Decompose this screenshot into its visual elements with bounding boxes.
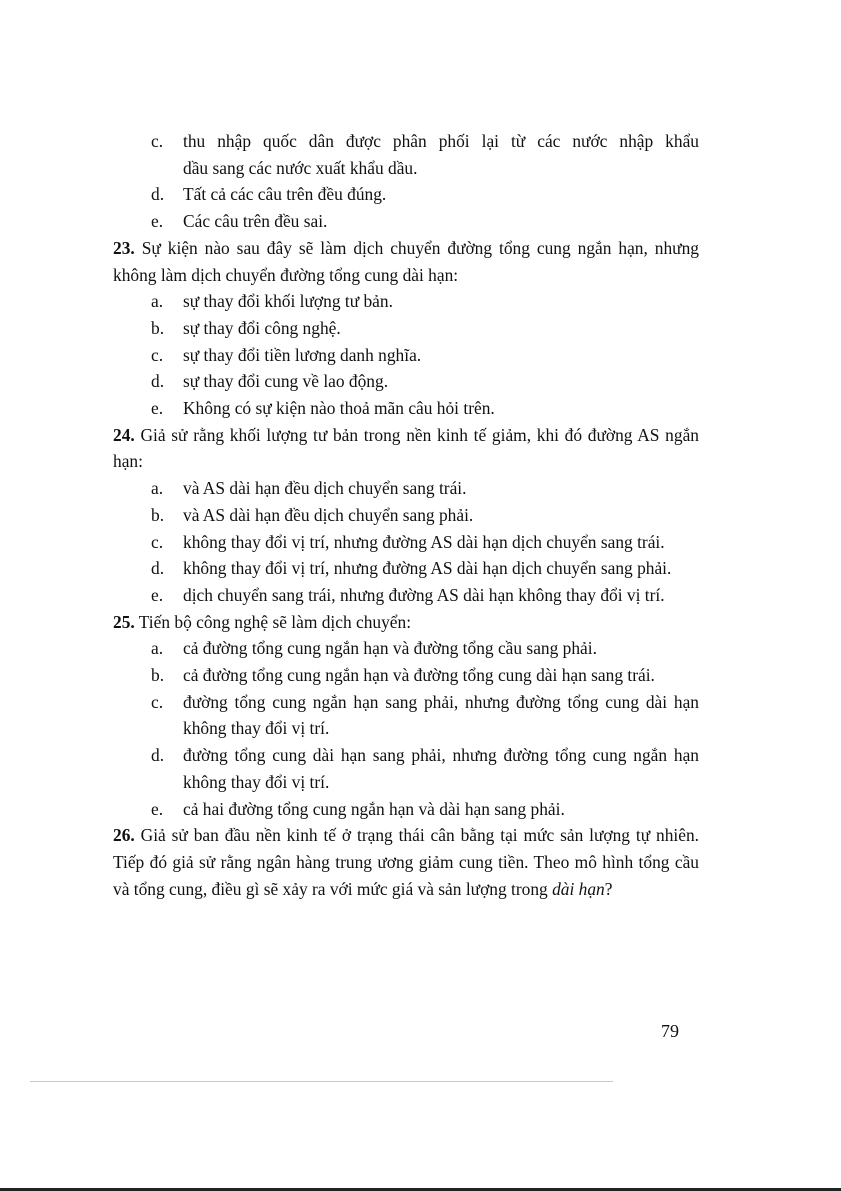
option-letter: c. [151, 531, 164, 552]
answer-option [113, 395, 699, 422]
option-text: cả hai đường tổng cung ngắn hạn và dài hạn sang phải. [183, 798, 565, 819]
question-text: Sự kiện nào sau đây sẽ làm dịch chuyển đường tổng cung ngắn hạn, nhưng không làm dịch chuyển đường tổng cung dài hạn: [113, 237, 699, 285]
option-text: không thay đổi vị trí, nhưng đường AS dài hạn dịch chuyển sang phải. [183, 558, 672, 579]
question-stem [113, 422, 699, 475]
answer-option [113, 368, 699, 395]
page-content [113, 128, 699, 902]
option-letter: b. [151, 504, 165, 525]
answer-option [113, 742, 699, 795]
option-text: không thay đổi vị trí, nhưng đường AS dài hạn dịch chuyển sang trái. [183, 531, 665, 552]
option-text: sự thay đổi khối lượng tư bản. [183, 291, 393, 312]
question-number: 25. [113, 611, 135, 632]
option-letter: a. [151, 638, 164, 659]
question-stem [113, 235, 699, 288]
option-text: sự thay đổi cung về lao động. [183, 371, 389, 392]
page-number: 79 [661, 1021, 679, 1041]
question-number: 24. [113, 424, 135, 445]
option-letter: a. [151, 291, 164, 312]
footer-rule [30, 1081, 613, 1082]
option-continuation: dầu sang các nước xuất khẩu dầu. [183, 157, 418, 178]
question-tail: ? [604, 878, 613, 899]
option-text: đường tổng cung dài hạn sang phải, nhưng đường tổng cung ngắn hạn không thay đổi vị trí. [183, 745, 699, 792]
question-stem [113, 822, 699, 902]
option-letter: e. [151, 584, 164, 605]
option-letter: e. [151, 398, 164, 419]
question-text: Tiến bộ công nghệ sẽ làm dịch chuyển: [138, 611, 412, 632]
answer-option [113, 181, 699, 208]
answer-option [113, 502, 699, 529]
answer-option [113, 208, 699, 235]
question-stem [113, 609, 699, 636]
answer-option [113, 529, 699, 556]
option-letter: d. [151, 558, 165, 579]
answer-option [113, 689, 699, 742]
option-text: sự thay đổi tiền lương danh nghĩa. [183, 344, 422, 365]
option-text: thu nhập quốc dân được phân phối lại từ các nước nhập khẩu [183, 131, 699, 151]
option-letter: d. [151, 184, 165, 205]
option-letter: d. [151, 371, 165, 392]
option-letter: b. [151, 665, 165, 686]
option-text: Các câu trên đều sai. [183, 211, 328, 232]
answer-option [113, 342, 699, 369]
option-letter: d. [151, 745, 165, 766]
question-number: 23. [113, 237, 135, 258]
option-letter: c. [151, 344, 164, 365]
question-number: 26. [113, 825, 135, 846]
option-text: đường tổng cung ngắn hạn sang phải, nhưng đường tổng cung dài hạn không thay đổi vị trí. [183, 691, 699, 739]
option-letter: a. [151, 478, 164, 499]
answer-option [113, 315, 699, 342]
emphasized-term: dài hạn [552, 878, 605, 899]
option-text: Không có sự kiện nào thoả mãn câu hỏi trên. [183, 398, 495, 419]
option-text: dịch chuyển sang trái, nhưng đường AS dài hạn không thay đổi vị trí. [183, 584, 665, 605]
option-text: Tất cả các câu trên đều đúng. [183, 184, 387, 205]
option-letter: e. [151, 798, 164, 819]
answer-option [113, 128, 699, 155]
option-text: và AS dài hạn đều dịch chuyển sang trái. [183, 478, 467, 499]
answer-option [113, 796, 699, 823]
answer-option [113, 475, 699, 502]
answer-option [113, 288, 699, 315]
option-letter: c. [151, 691, 164, 712]
option-text: và AS dài hạn đều dịch chuyển sang phải. [183, 504, 474, 525]
option-letter: c. [151, 131, 164, 151]
answer-option [113, 662, 699, 689]
answer-option [113, 582, 699, 609]
question-text: Giả sử ban đầu nền kinh tế ở trạng thái cân bằng tại mức sản lượng tự nhiên. Tiếp đó giả sử rằng ngân hàng trung ương giảm cung tiền. Theo mô hình tổng cầu và tổng cung, điều gì sẽ xảy ra với mức giá và sản lượng trong [113, 825, 699, 899]
answer-option [113, 635, 699, 662]
option-letter: b. [151, 317, 165, 338]
answer-option [113, 555, 699, 582]
option-text: sự thay đổi công nghệ. [183, 317, 341, 338]
option-text: cả đường tổng cung ngắn hạn và đường tổng cung dài hạn sang trái. [183, 665, 655, 686]
question-text: Giả sử rằng khối lượng tư bản trong nền kinh tế giảm, khi đó đường AS ngắn hạn: [113, 424, 699, 472]
option-text: cả đường tổng cung ngắn hạn và đường tổng cầu sang phải. [183, 638, 597, 659]
option-letter: e. [151, 211, 164, 232]
